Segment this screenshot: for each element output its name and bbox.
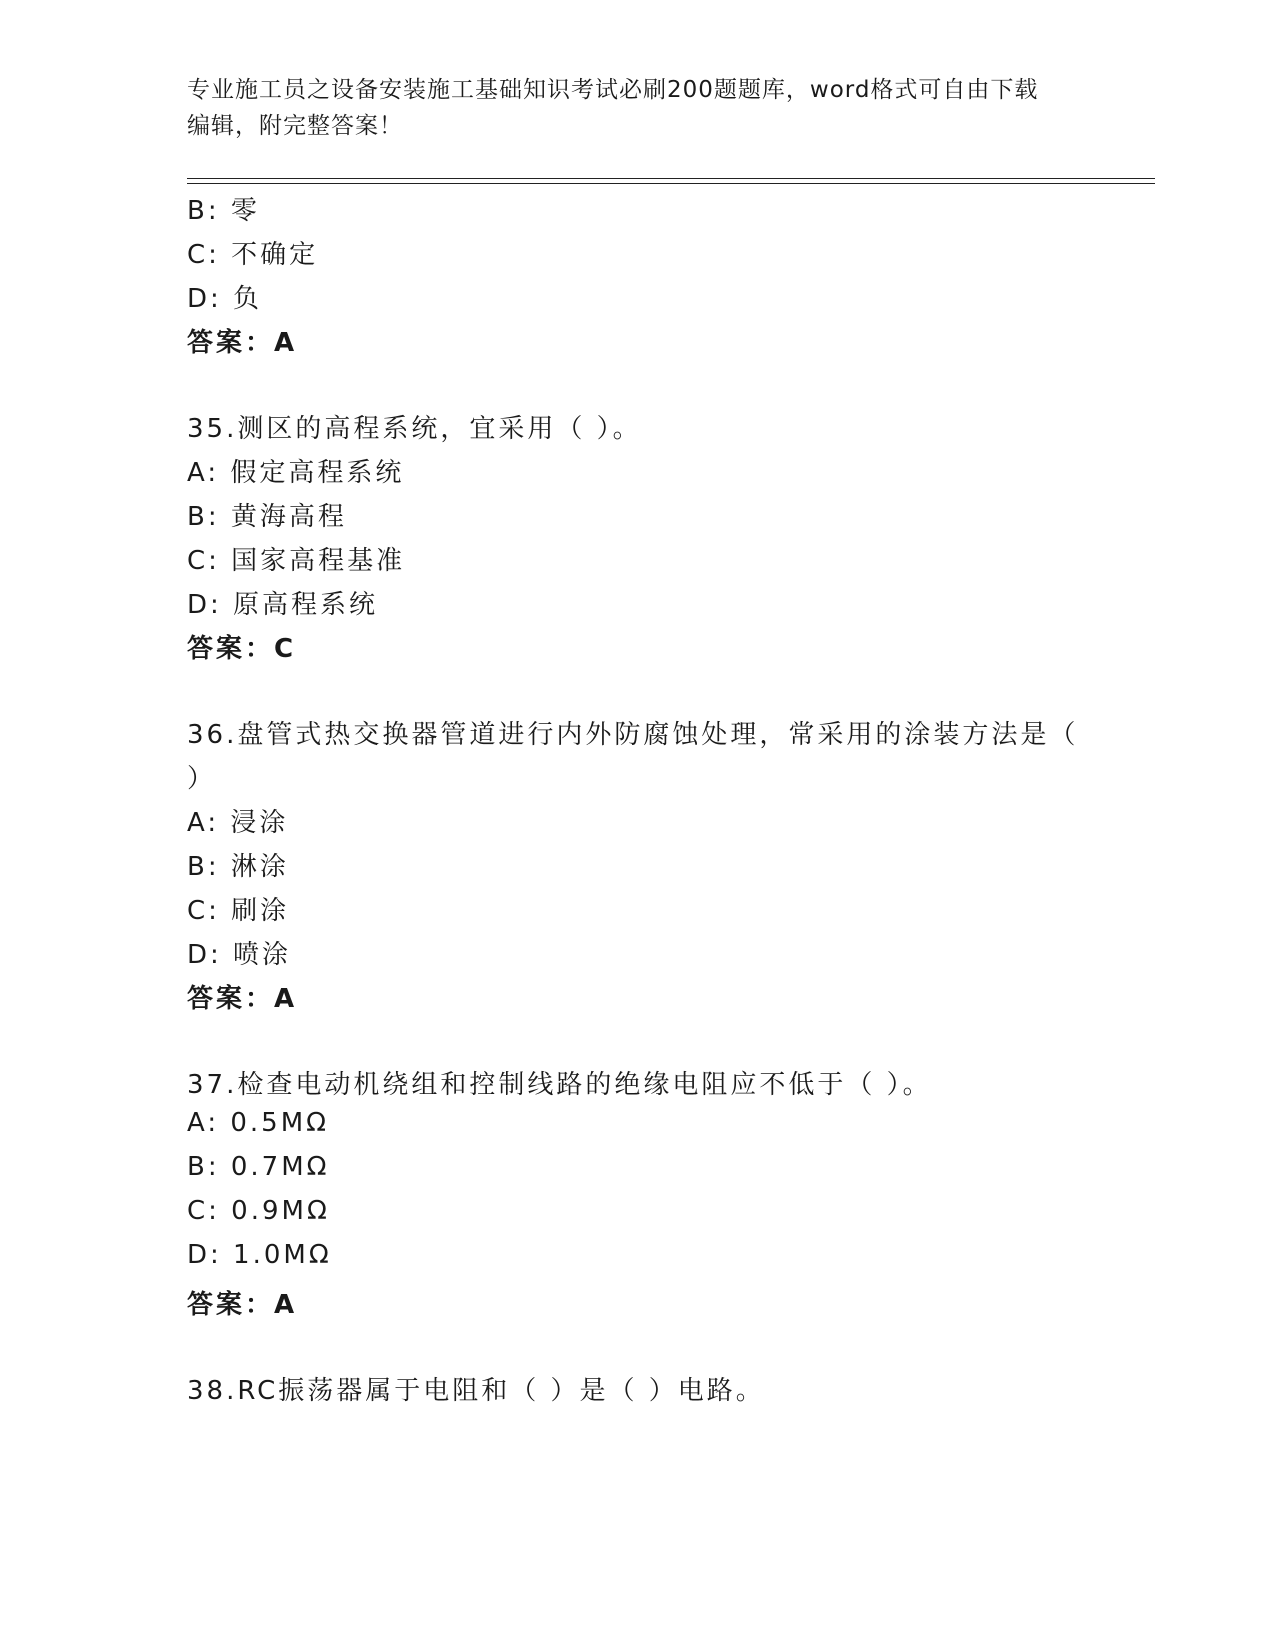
q37-option-a: A: 0.5MΩ	[187, 1108, 330, 1138]
q36-stem-line-1: 36.盘管式热交换器管道进行内外防腐蚀处理，常采用的涂装方法是（	[187, 720, 1079, 750]
q37-answer: 答案：A	[187, 1290, 298, 1320]
q38-stem: 38.RC振荡器属于电阻和（ ）是（ ）电路。	[187, 1376, 765, 1406]
q35-option-b: B: 黄海高程	[187, 502, 347, 532]
q34-answer: 答案：A	[187, 328, 298, 358]
q35-option-c: C: 国家高程基准	[187, 546, 406, 576]
q36-option-b: B: 淋涂	[187, 852, 289, 882]
q35-stem: 35.测区的高程系统，宜采用（ ）。	[187, 414, 642, 444]
q35-option-d: D: 原高程系统	[187, 590, 379, 620]
q35-answer: 答案：C	[187, 634, 297, 664]
q37-stem: 37.检查电动机绕组和控制线路的绝缘电阻应不低于（ ）。	[187, 1070, 932, 1100]
q36-stem-line-2: ）	[187, 764, 217, 794]
q36-option-c: C: 刷涂	[187, 896, 290, 926]
q37-option-b: B: 0.7MΩ	[187, 1152, 330, 1182]
q37-option-c: C: 0.9MΩ	[187, 1196, 330, 1226]
q34-option-c: C: 不确定	[187, 240, 319, 270]
q35-option-a: A: 假定高程系统	[187, 458, 405, 488]
q34-option-b: B: 零	[187, 196, 260, 226]
header-divider-top	[187, 178, 1155, 179]
header-line-2: 编辑，附完整答案！	[187, 113, 403, 139]
q36-answer: 答案：A	[187, 984, 298, 1014]
header-line-1: 专业施工员之设备安装施工基础知识考试必刷200题题库，word格式可自由下载	[187, 77, 1039, 103]
q34-option-d: D: 负	[187, 284, 263, 314]
document-header	[187, 72, 1087, 144]
q36-option-d: D: 喷涂	[187, 940, 292, 970]
header-divider-bottom	[187, 183, 1155, 184]
q37-option-d: D: 1.0MΩ	[187, 1240, 332, 1270]
q36-option-a: A: 浸涂	[187, 808, 289, 838]
